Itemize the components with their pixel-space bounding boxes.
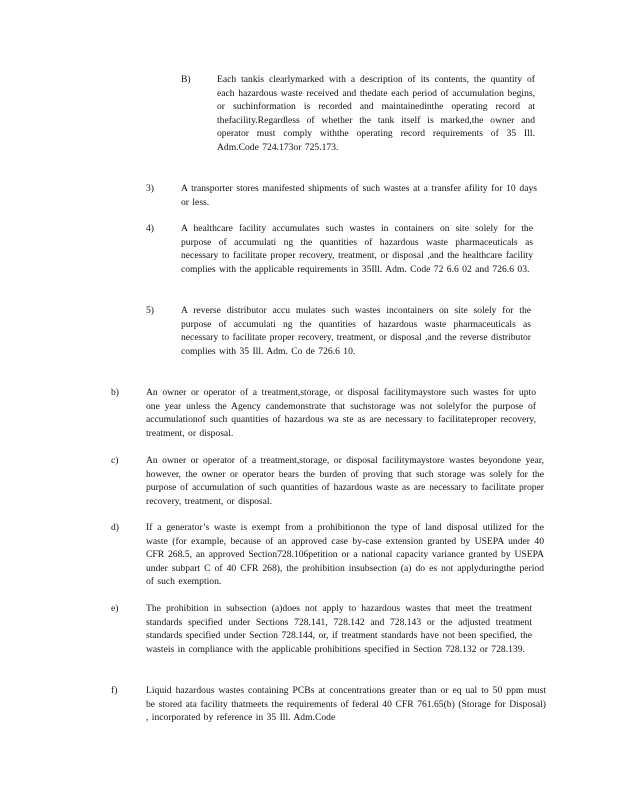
item-text: Liquid hazardous wastes containing PCBs at concentrations greater than or eq ual to 50 ppm must be stored ata facility thatmeets the requirements of federal 40 CFR 761.65(b) (Storage for Disposal) , incorporated by reference in 35 Ill. Adm.Code bbox=[146, 685, 546, 724]
item-label: B) bbox=[181, 74, 191, 85]
item-text: An owner or operator of a treatment,storage, or disposal facilitymaystore wastes beyondone year, however, the owner or operator bears the burden of proving that such storage was solely for the purpose of accumulation of such quantities of hazardous waste as are necessary to facilitate proper recovery, treatment, or disposal. bbox=[146, 455, 544, 507]
item-text: An owner or operator of a treatment,storage, or disposal facilitymaystore such wastes for upto one year unless the Agency candemonstrate that suchstorage was not solelyfor the purpose of accumulationof such quantities of hazardous wa ste as are necessary to facilitateproper recovery, treatment, or disposal. bbox=[146, 387, 536, 439]
item-text: Each tankis clearlymarked with a description of its contents, the quantity of each hazardous waste received and thedate each period of accumulation begins, or suchinformation is recorded and maintainedinthe operating record at thefacility.Regardless of whether the tank itself is marked,the owner and operator must comply withthe operating record requirements of 35 Ill. Adm.Code 724.173or 725.173. bbox=[217, 74, 535, 153]
item-label: 4) bbox=[146, 223, 154, 234]
item-label: b) bbox=[111, 387, 119, 398]
item-label: d) bbox=[111, 522, 119, 533]
item-label: f) bbox=[111, 685, 118, 696]
item-text: If a generator’s waste is exempt from a prohibitionon the type of land disposal utilized for the waste (for example, because of an approved case by-case extension granted by USEPA under 40 CFR 268.5, an approved Section728.106petition or a national capacity variance granted by USEPA under subpart C of 40 CFR 268), the prohibition insubsection (a) do es not applyduringthe period of such exemption. bbox=[146, 522, 544, 588]
item-text: A reverse distributor accu mulates such wastes incontainers on site solely for the purpose of accumulati ng the quantities of hazardous waste pharmaceuticals as necessary to facilitate proper recovery, treatment, or disposal ,and the reverse distributor complies with 35 Ill. Adm. Co de 726.6 10. bbox=[181, 305, 531, 357]
item-label: 5) bbox=[146, 305, 154, 316]
item-label: c) bbox=[111, 455, 119, 466]
item-label: 3) bbox=[146, 183, 154, 194]
item-text: A transporter stores manifested shipments of such wastes at a transfer afility for 10 days or less. bbox=[181, 183, 537, 208]
item-text: The prohibition in subsection (a)does not apply to hazardous wastes that meet the treatment standards specified under Sections 728.141, 728.142 and 728.143 or the adjusted treatment standards specified under Section 728.144, or, if treatment standards have not been specified, the wasteis in compliance with the applicable prohibitions specified in Section 728.132 or 728.139. bbox=[146, 603, 532, 655]
item-text: A healthcare facility accumulates such wastes in containers on site solely for the purpose of accumulati ng the quantities of hazardous waste pharmaceuticals as necessary to facilitate proper recovery, treatment, or disposal ,and the healthcare facility complies with the applicable requirements in 35Ill. Adm. Code 72 6.6 02 and 726.6 03. bbox=[181, 223, 533, 275]
item-label: e) bbox=[111, 603, 119, 614]
